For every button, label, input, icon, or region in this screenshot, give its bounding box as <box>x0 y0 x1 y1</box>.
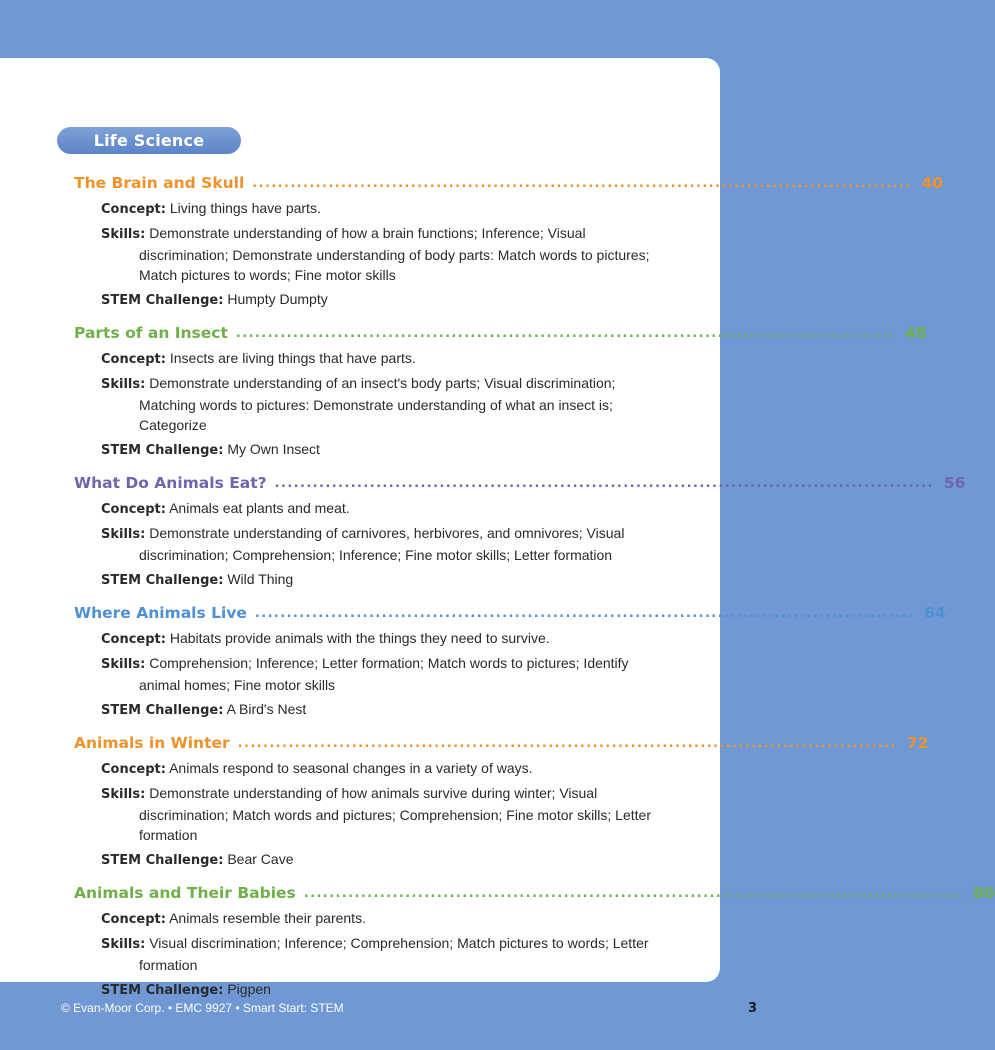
stem-text: Bear Cave <box>227 851 294 867</box>
entry-title: The Brain and Skull <box>74 174 245 192</box>
concept-label: Concept: <box>101 502 166 517</box>
toc-entry-heading[interactable] <box>74 171 944 195</box>
stem-line <box>101 439 658 461</box>
page-card <box>0 58 995 998</box>
skills-label: Skills: <box>101 227 146 242</box>
entry-page-number: 80 <box>972 884 995 902</box>
entry-page-number: 40 <box>921 174 944 192</box>
stem-line <box>101 699 658 721</box>
entry-details <box>101 908 658 1001</box>
stem-line <box>101 849 658 871</box>
concept-label: Concept: <box>101 202 166 217</box>
concept-text: Living things have parts. <box>169 200 321 216</box>
entry-details <box>101 628 658 721</box>
stem-text: My Own Insect <box>227 441 320 457</box>
stem-line <box>101 979 658 1001</box>
concept-text: Animals resemble their parents. <box>169 910 366 926</box>
stem-line <box>101 289 658 311</box>
skills-label: Skills: <box>101 787 146 802</box>
toc-entry <box>74 321 927 461</box>
entry-details <box>101 198 658 311</box>
stem-label: STEM Challenge: <box>101 703 224 718</box>
concept-line <box>101 498 658 520</box>
entry-details <box>101 498 658 591</box>
dot-leader: ........................................................................................................ <box>235 326 896 341</box>
concept-text: Insects are living things that have parts. <box>169 350 416 366</box>
stem-line <box>101 569 658 591</box>
section-heading: Life Science <box>57 127 241 154</box>
table-of-contents <box>74 171 995 1001</box>
stem-label: STEM Challenge: <box>101 853 224 868</box>
skills-label: Skills: <box>101 377 146 392</box>
toc-entry-heading[interactable] <box>74 731 929 755</box>
skills-line <box>101 653 658 695</box>
toc-entry <box>74 471 966 591</box>
skills-line <box>101 933 658 975</box>
concept-text: Habitats provide animals with the things they need to survive. <box>169 630 550 646</box>
concept-line <box>101 348 658 370</box>
skills-text: Demonstrate understanding of how a brain functions; Inference; Visual discrimination; Demonstrate understanding of body parts: Match words to pictures; Match pictures to words; Fine motor skills <box>139 225 650 283</box>
entry-page-number: 48 <box>905 324 927 342</box>
skills-text: Demonstrate understanding of an insect's body parts; Visual discrimination; Matching words to pictures: Demonstrate understanding of what an insect is; Categorize <box>139 375 616 433</box>
dot-leader: ........................................................................................................ <box>237 736 897 751</box>
concept-label: Concept: <box>101 762 166 777</box>
toc-entry <box>74 601 946 721</box>
skills-line <box>101 373 658 435</box>
entry-details <box>101 758 658 871</box>
toc-entry-heading[interactable] <box>74 321 927 345</box>
dot-leader: ........................................................................................................ <box>254 606 915 621</box>
dot-leader: ........................................................................................................ <box>274 476 934 491</box>
concept-text: Animals respond to seasonal changes in a variety of ways. <box>169 760 533 776</box>
footer-copyright: © Evan-Moor Corp. • EMC 9927 • Smart Start: STEM <box>61 1001 344 1015</box>
skills-line <box>101 783 658 845</box>
stem-text: Wild Thing <box>227 571 294 587</box>
toc-entry-heading[interactable] <box>74 601 946 625</box>
entry-title: What Do Animals Eat? <box>74 474 267 492</box>
entry-page-number: 56 <box>943 474 966 492</box>
skills-text: Demonstrate understanding of how animals survive during winter; Visual discrimination; Match words and pictures; Comprehension; Fine motor skills; Letter formation <box>139 785 651 843</box>
skills-text: Demonstrate understanding of carnivores, herbivores, and omnivores; Visual discrimination; Comprehension; Inference; Fine motor skills; Letter formation <box>139 525 625 563</box>
concept-line <box>101 908 658 930</box>
entry-page-number: 64 <box>924 604 946 622</box>
stem-label: STEM Challenge: <box>101 983 224 998</box>
skills-label: Skills: <box>101 657 146 672</box>
skills-label: Skills: <box>101 937 146 952</box>
toc-entry <box>74 171 944 311</box>
toc-entry-heading[interactable] <box>74 471 966 495</box>
entry-title: Animals in Winter <box>74 734 230 752</box>
entry-title: Parts of an Insect <box>74 324 228 342</box>
entry-title: Animals and Their Babies <box>74 884 296 902</box>
toc-entry <box>74 881 995 1001</box>
concept-line <box>101 628 658 650</box>
stem-label: STEM Challenge: <box>101 293 224 308</box>
skills-line <box>101 523 658 565</box>
stem-text: Humpty Dumpty <box>227 291 328 307</box>
dot-leader: ........................................................................................................ <box>303 886 963 901</box>
entry-title: Where Animals Live <box>74 604 247 622</box>
skills-label: Skills: <box>101 527 146 542</box>
dot-leader: ........................................................................................................ <box>252 176 912 191</box>
concept-label: Concept: <box>101 632 166 647</box>
stem-text: Pigpen <box>227 981 271 997</box>
skills-text: Visual discrimination; Inference; Comprehension; Match pictures to words; Letter formation <box>139 935 649 973</box>
concept-label: Concept: <box>101 352 166 367</box>
footer-page-number: 3 <box>748 1001 758 1016</box>
skills-text: Comprehension; Inference; Letter formation; Match words to pictures; Identify animal homes; Fine motor skills <box>139 655 629 693</box>
toc-entry-heading[interactable] <box>74 881 995 905</box>
concept-line <box>101 198 658 220</box>
stem-label: STEM Challenge: <box>101 443 224 458</box>
stem-text: A Bird's Nest <box>226 701 307 717</box>
entry-page-number: 72 <box>906 734 929 752</box>
concept-text: Animals eat plants and meat. <box>169 500 350 516</box>
skills-line <box>101 223 658 285</box>
concept-line <box>101 758 658 780</box>
entry-details <box>101 348 658 461</box>
concept-label: Concept: <box>101 912 166 927</box>
toc-entry <box>74 731 929 871</box>
stem-label: STEM Challenge: <box>101 573 224 588</box>
